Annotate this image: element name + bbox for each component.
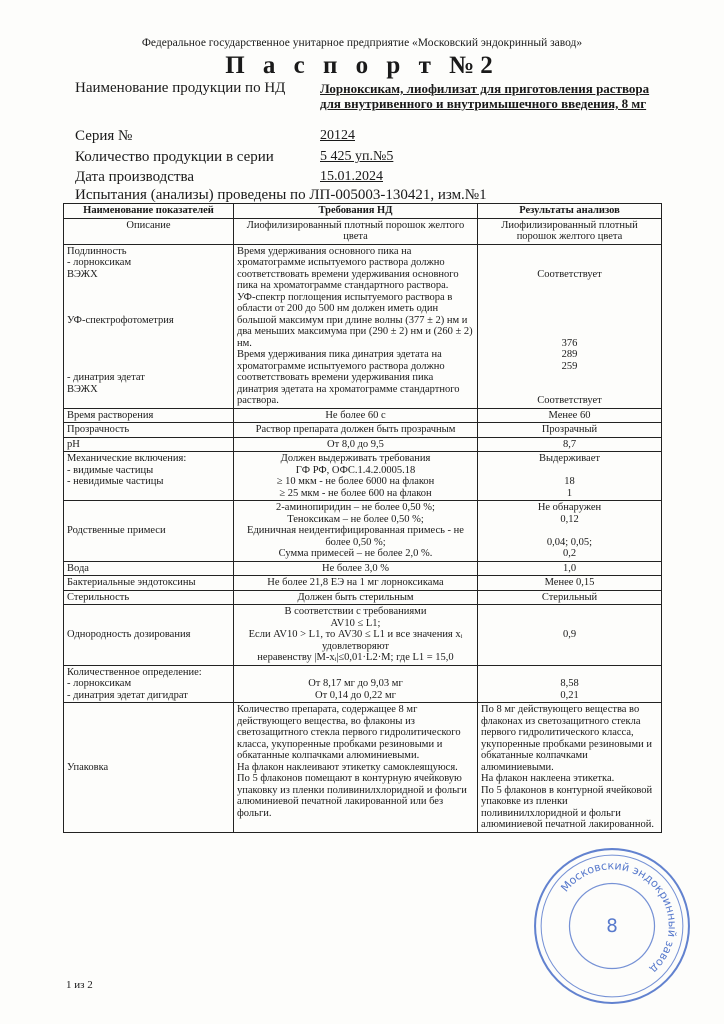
svg-text:Московский эндокринный завод (558, 859, 678, 976)
row-requirement: Должен выдерживать требования ГФ РФ, ОФС.1.4.2.0005.18 ≥ 10 мкм - не более 6000 на флакон ≥ 25 мкм - не более 600 на флакон (234, 452, 478, 501)
table-row (64, 590, 662, 605)
row-name: Однородность дозирования (64, 605, 234, 666)
table-row (64, 703, 662, 833)
table-row (64, 605, 662, 666)
table-row (64, 423, 662, 438)
round-seal-stamp (531, 845, 693, 1007)
row-requirement: В соответствии с требованиями AV10 ≤ L1; Если AV10 > L1, то AV30 ≤ L1 и все значения xᵢ удовлетворяют неравенству |M-xᵢ|≤0,01·L2·M; где L1 = 15,0 (234, 605, 478, 666)
column-header-name: Наименование показателей (64, 204, 234, 219)
row-result: 0,9 (478, 605, 662, 666)
stamp-text: Московский эндокринный завод (558, 859, 679, 976)
date-value: 15.01.2024 (320, 169, 383, 184)
row-requirement: Не более 60 с (234, 408, 478, 423)
row-name: Время растворения (64, 408, 234, 423)
tests-line: Испытания (анализы) проведены по ЛП-005003-130421, изм.№1 (75, 187, 487, 203)
row-requirement: 2-аминопиридин – не более 0,50 %; Теноксикам – не более 0,50 %; Единичная неидентифицированная примесь - не более 0,50 %; Сумма примесей – не более 2,0 %. (234, 501, 478, 562)
row-requirement: Должен быть стерильным (234, 590, 478, 605)
row-requirement: От 8,0 до 9,5 (234, 437, 478, 452)
row-result: Менее 60 (478, 408, 662, 423)
organization-name: Федеральное государственное унитарное предприятие «Московский эндокринный завод» (141, 37, 583, 49)
series-label: Серия № (75, 128, 133, 144)
row-result: Стерильный (478, 590, 662, 605)
row-requirement: От 8,17 мг до 9,03 мг От 0,14 до 0,22 мг (234, 665, 478, 703)
row-result: По 8 мг действующего вещества во флаконах из светозащитного стекла первого гидролитического класса, укупоренные пробками резиновыми и обкатанные колпачками алюминиевыми. На флакон наклеена этикетка. По 5 флаконов в контурной ячейковой упаковке из пленки поливинилхлоридной и фольги алюминиевой печатной лакированной. (478, 703, 662, 833)
row-result: Прозрачный (478, 423, 662, 438)
row-result: 8,58 0,21 (478, 665, 662, 703)
row-result: Выдерживает 18 1 (478, 452, 662, 501)
column-header-results: Результаты анализов (478, 204, 662, 219)
row-requirement: Раствор препарата должен быть прозрачным (234, 423, 478, 438)
row-result: Не обнаружен 0,12 0,04; 0,05; 0,2 (478, 501, 662, 562)
row-name: pH (64, 437, 234, 452)
table-row (64, 408, 662, 423)
row-requirement: Время удерживания основного пика на хроматограмме испытуемого раствора должно соответствовать времени удерживания основного пика на хроматограмме стандартного раствора. УФ-спектр поглощения испытуемого раствора в области от 200 до 500 нм должен иметь один большой максимум при длине волны (377 ± 2) нм и два меньших максимума при (290 ± 2) нм и (260 ± 2) нм. Время удерживания пика динатрия эдетата на хроматограмме испытуемого раствора должно соответствовать времени удерживания пика динатрия эдетата на хроматограмме стандартного раствора. (234, 244, 478, 408)
row-requirement: Лиофилизированный плотный порошок желтого цвета (234, 218, 478, 244)
table-row (64, 576, 662, 591)
table-row (64, 218, 662, 244)
row-requirement: Количество препарата, содержащее 8 мг действующего вещества, во флаконы из светозащитного стекла первого гидролитического класса, укупоренные пробками резиновыми и обкатанные колпачками алюминиевыми. На флакон наклеивают этикетку самоклеящуюся. По 5 флаконов помещают в контурную ячейковую упаковку из пленки поливинилхлоридной и фольги алюминиевой печатной лакированной или без фольги. (234, 703, 478, 833)
row-name: Описание (64, 218, 234, 244)
row-name: Вода (64, 561, 234, 576)
row-requirement: Не более 21,8 ЕЭ на 1 мг лорноксикама (234, 576, 478, 591)
page-number: 1 из 2 (66, 979, 93, 991)
row-name: Подлинность - лорноксикам ВЭЖХ УФ-спектрофотометрия - динатрия эдетат ВЭЖХ (64, 244, 234, 408)
column-header-requirements: Требования НД (234, 204, 478, 219)
row-result: 8,7 (478, 437, 662, 452)
table-header-row (64, 204, 662, 219)
row-name: Родственные примеси (64, 501, 234, 562)
row-name: Упаковка (64, 703, 234, 833)
row-name: Прозрачность (64, 423, 234, 438)
row-name: Стерильность (64, 590, 234, 605)
row-requirement: Не более 3,0 % (234, 561, 478, 576)
table-row (64, 665, 662, 703)
row-result: Соответствует 376 289 259 Соответствует (478, 244, 662, 408)
specification-table (63, 203, 662, 833)
stamp-number: 8 (606, 916, 618, 938)
row-result: 1,0 (478, 561, 662, 576)
table-row (64, 561, 662, 576)
quantity-label: Количество продукции в серии (75, 149, 274, 165)
row-name: Механические включения: - видимые частицы - невидимые частицы (64, 452, 234, 501)
quantity-value: 5 425 уп.№5 (320, 149, 394, 164)
table-row (64, 244, 662, 408)
row-name: Бактериальные эндотоксины (64, 576, 234, 591)
table-row (64, 501, 662, 562)
table-row (64, 437, 662, 452)
date-label: Дата производства (75, 169, 195, 185)
row-result: Лиофилизированный плотный порошок желтого цвета (478, 218, 662, 244)
product-label: Наименование продукции по НД (75, 80, 286, 96)
table-row (64, 452, 662, 501)
series-value: 20124 (320, 128, 355, 143)
row-result: Менее 0,15 (478, 576, 662, 591)
product-value: Лорноксикам, лиофилизат для приготовления раствора для внутривенного и внутримышечного введения, 8 мг (320, 81, 650, 111)
document-title: П а с п о р т №2 (225, 52, 499, 79)
row-name: Количественное определение: - лорноксикам - динатрия эдетат дигидрат (64, 665, 234, 703)
